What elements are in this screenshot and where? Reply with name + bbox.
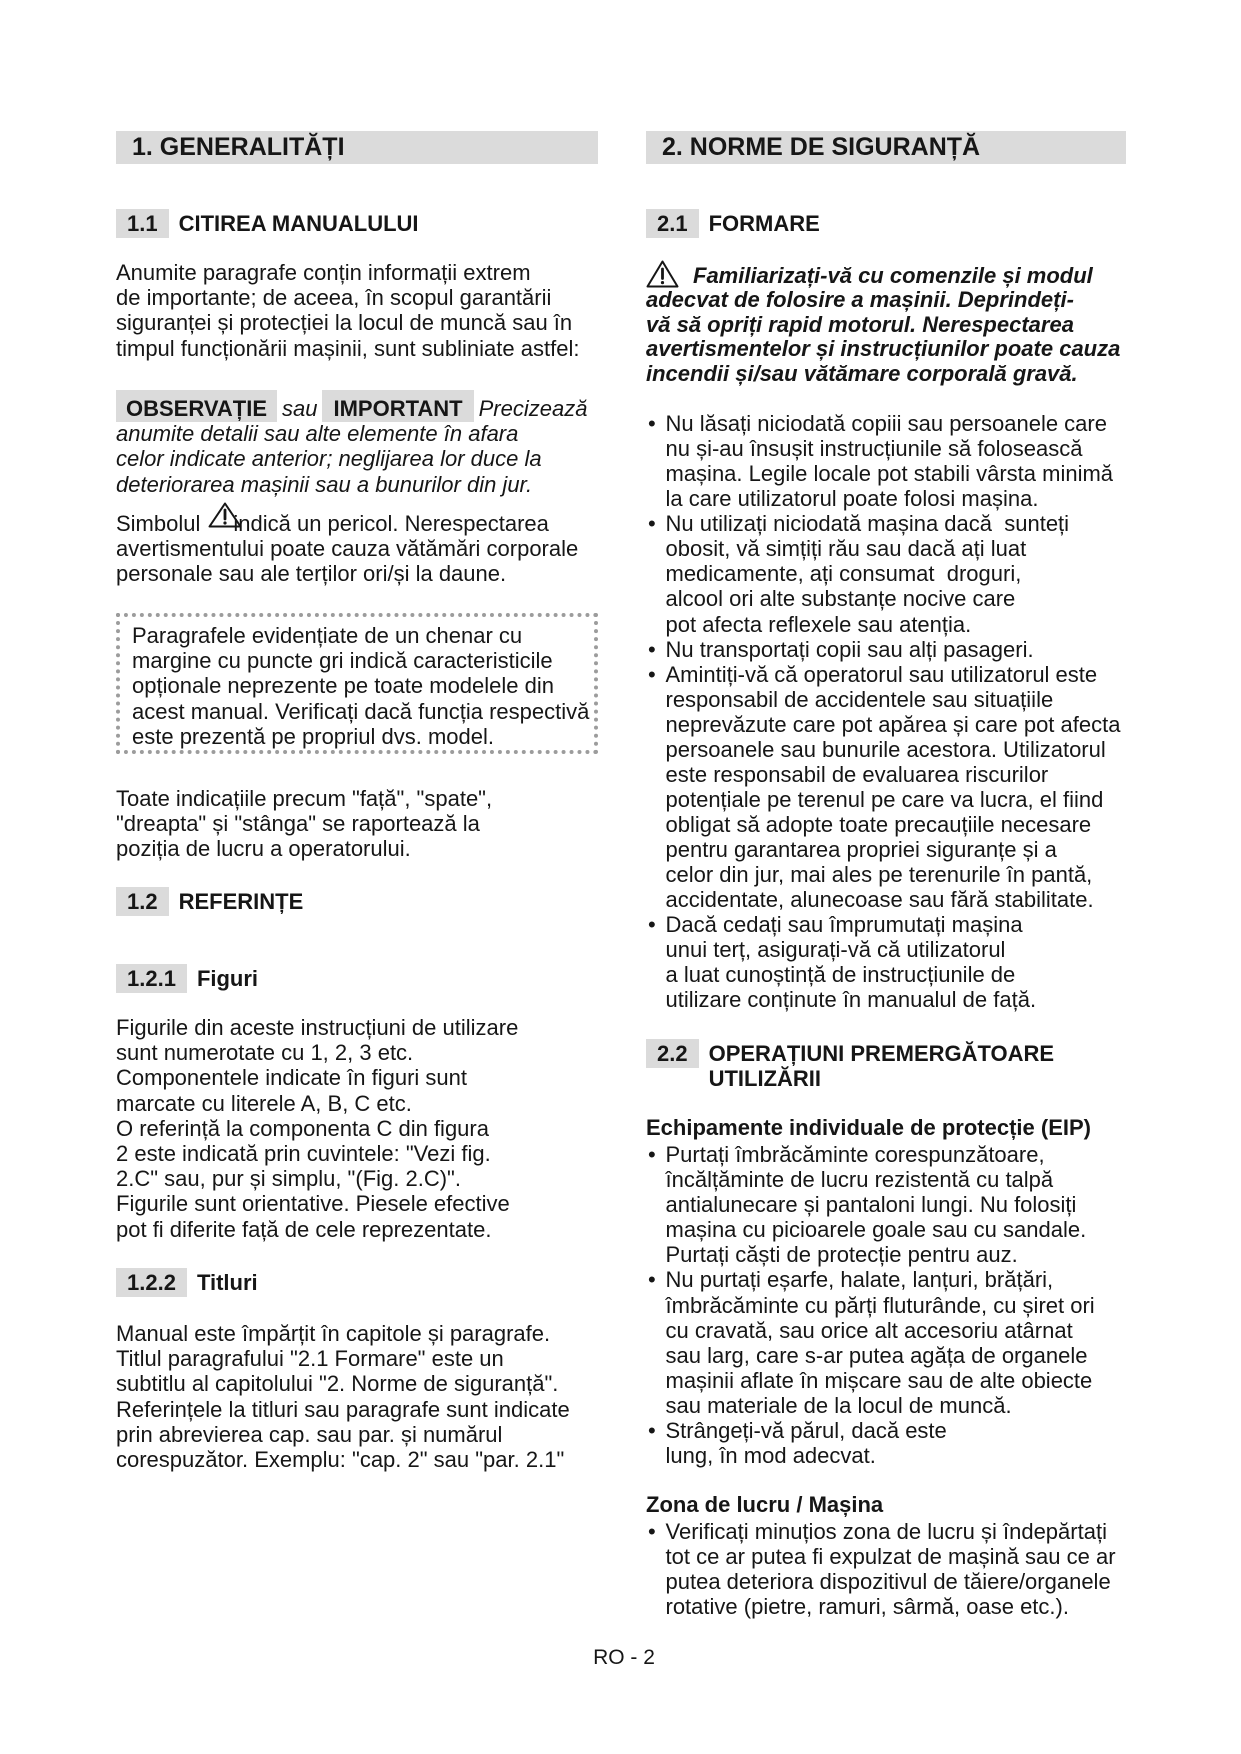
page-number: RO - 2 xyxy=(593,1646,655,1669)
section-heading-1-2 xyxy=(116,887,303,916)
important-label: IMPORTANT xyxy=(322,390,473,422)
ppe-heading: Echipamente individuale de protecție (EIP) xyxy=(646,1115,1091,1140)
list-item-text: • Nu purtați eșarfe, halate, lanțuri, brățări, îmbrăcăminte cu părți fluturânde, cu șiret ori cu cravată, sau orice alt accesoriu atârnat sau larg, care s-ar putea agăța de organele mașinii aflate în mișcare sau de alte obiecte sau materiale de la locul de muncă. xyxy=(665,1267,1095,1418)
section-number: 1.2.1 xyxy=(116,964,187,993)
list-item xyxy=(646,1267,1095,1418)
figures-paragraph: Figurile din aceste instrucțiuni de utilizare sunt numerotate cu 1, 2, 3 etc. Componentele indicate în figuri sunt marcate cu literele A, B, C etc. O referință la componenta C din figura 2 este indicată prin cuvintele: "Vezi fig. 2.C" sau, pur și simplu, "(Fig. 2.C)". Figurile sunt orientative. Piesele efective pot fi diferite față de cele reprezentate. xyxy=(116,1015,519,1242)
list-item-text: • Purtați îmbrăcăminte corespunzătoare, încălțăminte de lucru rezistentă cu talpă antialunecare și pantaloni lungi. Nu folosiți mașina cu picioarele goale sau cu sandale. Purtați căști de protecție pentru auz. xyxy=(665,1142,1087,1268)
section-title: CITIREA MANUALULUI xyxy=(178,211,419,236)
ppe-list xyxy=(646,1142,1095,1468)
reading-intro-paragraph: Anumite paragrafe conțin informații extrem de importante; de aceea, în scopul garantării siguranței și protecției la locul de muncă sau în timpul funcționării mașinii, sunt subliniate astfel: xyxy=(116,260,580,361)
section-title: Figuri xyxy=(196,966,259,991)
list-item xyxy=(646,637,1120,662)
warning-text: Familiarizați-vă cu comenzile și modul adecvat de folosire a mașinii. Deprindeți- vă să opriți rapid motorul. Nerespectarea avertismentelor și instrucțiunilor poate cauza incendii și/sau vătămare corporală gravă. xyxy=(646,263,1121,386)
section-title: Titluri xyxy=(196,1270,258,1295)
list-item-text: • Verificați minuțios zona de lucru și îndepărtați tot ce ar putea fi expulzat de mașină sau ce ar putea deteriora dispozitivul de tăiere/organele rotative (pietre, ramuri, sârmă, oase etc.). xyxy=(665,1519,1116,1620)
list-item-text: • Amintiți-vă că operatorul sau utilizatorul este responsabil de accidentele sau situațiile neprevăzute care pot apărea și care pot afecta persoanele sau bunurile acestora. Utilizatorul este responsabil de evaluarea riscurilor potențiale pe terenul pe care va lucra, el fiind obligat să adopte toate precauțiile necesare pentru garantarea propriei siguranțe și a celor din jur, mai ales pe terenurile în pantă, accidentate, alunecoase sau fără stabilitate. xyxy=(665,661,1121,913)
note-text: Precizează anumite detalii sau alte elemente în afara celor indicate anterior; neglijarea lor duce la deteriorarea mașinii sau a bunurilor din jur. xyxy=(116,396,588,497)
section-heading-1-2-1 xyxy=(116,964,258,993)
section-heading-1-1 xyxy=(116,209,419,238)
list-item-text: • Dacă cedați sau împrumutați mașina unui terț, asigurați-vă că utilizatorul a luat cunoștință de instrucțiunile de utilizare conținute în manualul de față. xyxy=(665,912,1037,1013)
section-number: 2.1 xyxy=(646,209,699,238)
list-item xyxy=(646,1519,1116,1619)
work-area-list xyxy=(646,1519,1116,1619)
list-item xyxy=(646,411,1120,511)
note-paragraph xyxy=(116,396,587,497)
list-item xyxy=(646,1142,1095,1267)
section-title: FORMARE xyxy=(708,211,820,236)
symbol-text-after: indică un pericol. Nerespectarea avertismentului poate cauza vătămări corporale personale sau ale terților ori/și la daune. xyxy=(116,511,579,587)
warning-triangle-icon xyxy=(646,260,679,288)
section-number: 1.1 xyxy=(116,209,169,238)
list-item-text: • Strângeți-vă părul, dacă este lung, în mod adecvat. xyxy=(665,1418,947,1469)
list-item-text: • Nu lăsați niciodată copiii sau persoanele care nu și-au însușit instrucțiunile să folosească mașina. Legile locale pot stabili vârsta minimă la care utilizatorul poate folosi mașina. xyxy=(665,411,1114,512)
list-item-text: • Nu utilizați niciodată mașina dacă sunteți obosit, vă simțiți rău sau dacă ați luat medicamente, ați consumat droguri, alcool ori alte substanțe nocive care pot afecta reflexele sau atenția. xyxy=(665,511,1070,637)
section-title: OPERAȚIUNI PREMERGĂTOARE UTILIZĂRII xyxy=(708,1041,1055,1091)
list-item xyxy=(646,912,1120,1012)
symbol-text-before: Simbolul xyxy=(116,511,201,536)
safety-rules-list xyxy=(646,411,1120,1013)
symbol-paragraph xyxy=(116,511,578,587)
section-number: 1.2 xyxy=(116,887,169,916)
training-warning-paragraph xyxy=(646,264,1120,386)
chapter-heading-generalitati: 1. GENERALITĂȚI xyxy=(116,131,598,164)
chapter-heading-norme-de-siguranta: 2. NORME DE SIGURANȚĂ xyxy=(646,131,1126,164)
work-area-heading: Zona de lucru / Mașina xyxy=(646,1492,884,1517)
section-title: REFERINȚE xyxy=(178,889,304,914)
orientation-paragraph: Toate indicațiile precum "față", "spate", "dreapta" și "stânga" se raportează la poziția de lucru a operatorului. xyxy=(116,786,493,862)
section-heading-2-1 xyxy=(646,209,820,238)
section-heading-1-2-2 xyxy=(116,1268,258,1297)
observatie-label: OBSERVAȚIE xyxy=(116,390,277,422)
list-item xyxy=(646,1418,1095,1468)
optional-feature-dotted-box xyxy=(116,613,598,754)
list-item xyxy=(646,511,1120,636)
titles-paragraph: Manual este împărțit în capitole și paragrafe. Titlul paragrafului "2.1 Formare" este un subtitlu al capitolului "2. Norme de siguranță". Referințele la titluri sau paragrafe sunt indicate prin abrevierea cap. sau par. și numărul corespuzător. Exemplu: "cap. 2" sau "par. 2.1" xyxy=(116,1321,570,1473)
dotted-box-text: Paragrafele evidențiate de un chenar cu margine cu puncte gri indică caracteristicile opționale neprezente pe toate modelele din acest manual. Verificați dacă funcția respectivă este prezentă pe propriul dvs. model. xyxy=(132,623,590,749)
list-item xyxy=(646,662,1120,913)
list-item-text: • Nu transportați copii sau alți pasageri. xyxy=(665,636,1034,662)
section-heading-2-2 xyxy=(646,1039,1054,1091)
note-connector: sau xyxy=(282,396,318,421)
section-number: 2.2 xyxy=(646,1039,699,1068)
section-number: 1.2.2 xyxy=(116,1268,187,1297)
